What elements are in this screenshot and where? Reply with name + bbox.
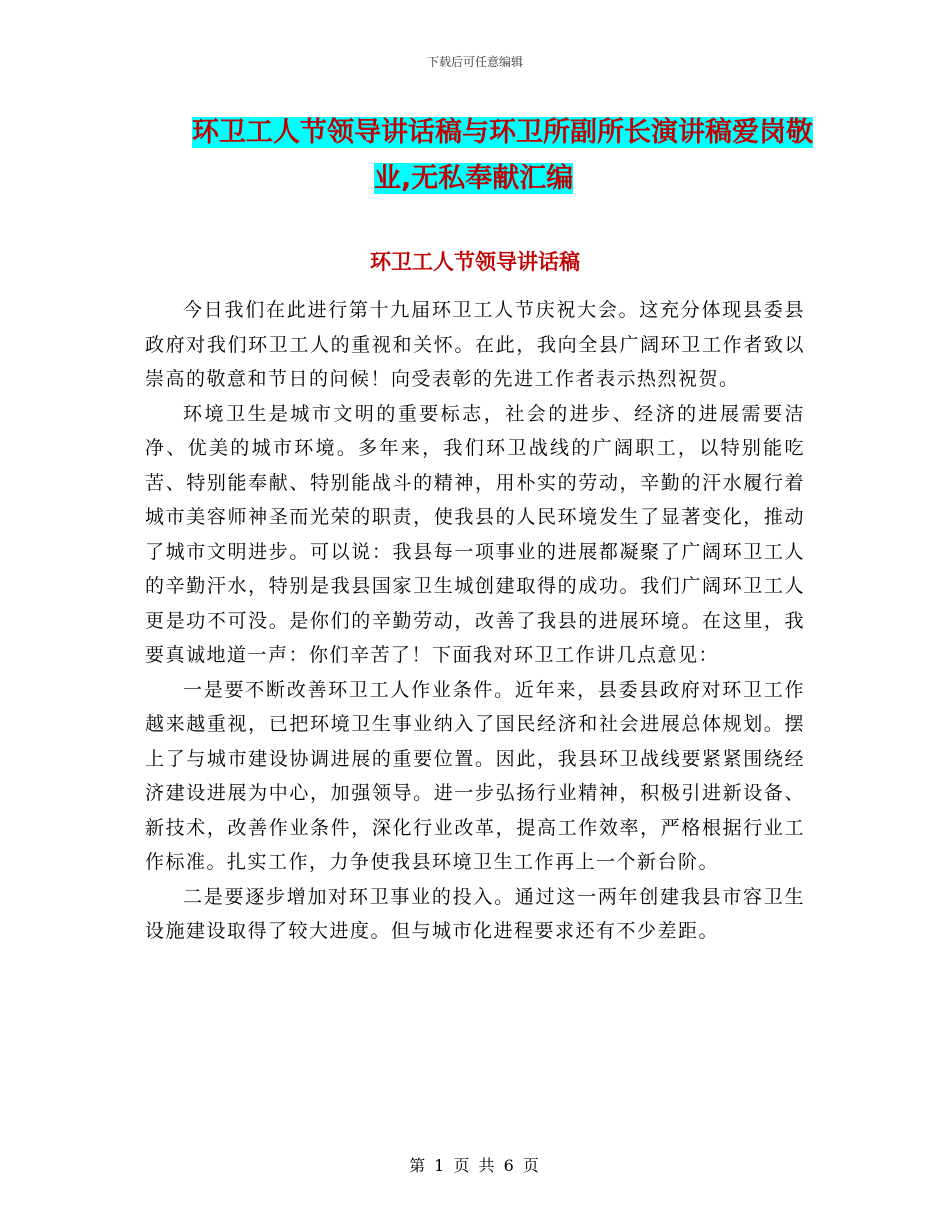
header-note: 下载后可任意编辑 xyxy=(426,55,523,69)
title-line-1: 环卫工人节领导讲话稿与环卫所副所长演讲稿爱岗敬 xyxy=(192,117,813,148)
body-text xyxy=(145,293,805,949)
paragraph: 今日我们在此进行第十九届环卫工人节庆祝大会。这充分体现县委县政府对我们环卫工人的重视和关怀。在此，我向全县广阔环卫工作者致以崇高的敬意和节日的问候！向受表彰的先进工作者表示热烈祝贺。 xyxy=(145,299,805,390)
document-title xyxy=(150,110,813,202)
paragraph: 二是要逐步增加对环卫事业的投入。通过这一两年创建我县市容卫生设施建设取得了较大进度。但与城市化进程要求还有不少差距。 xyxy=(145,885,805,942)
page-number: 第 1 页 共 6 页 xyxy=(409,1156,541,1175)
section-title: 环卫工人节领导讲话稿 xyxy=(370,250,580,274)
paragraph: 一是要不断改善环卫工人作业条件。近年来，县委县政府对环卫工作越来越重视，已把环境卫生事业纳入了国民经济和社会进展总体规划。摆上了与城市建设协调进展的重要位置。因此，我县环卫战线要紧紧围绕经济建设进展为中心，加强领导。进一步弘扬行业精神，积极引进新设备、新技术，改善作业条件，深化行业改革，提高工作效率，严格根据行业工作标准。扎实工作，力争使我县环境卫生工作再上一个新台阶。 xyxy=(145,678,805,873)
title-line-2: 业,无私奉献汇编 xyxy=(374,163,574,194)
paragraph: 环境卫生是城市文明的重要标志，社会的进步、经济的进展需要洁净、优美的城市环境。多年来，我们环卫战线的广阔职工，以特别能吃苦、特别能奉献、特别能战斗的精神，用朴实的劳动，辛勤的汗水履行着城市美容师神圣而光荣的职责，使我县的人民环境发生了显著变化，推动了城市文明进步。可以说：我县每一项事业的进展都凝聚了广阔环卫工人的辛勤汗水，特别是我县国家卫生城创建取得的成功。我们广阔环卫工人更是功不可没。是你们的辛勤劳动，改善了我县的进展环境。在这里，我要真诚地道一声：你们辛苦了！下面我对环卫工作讲几点意见： xyxy=(145,402,805,666)
